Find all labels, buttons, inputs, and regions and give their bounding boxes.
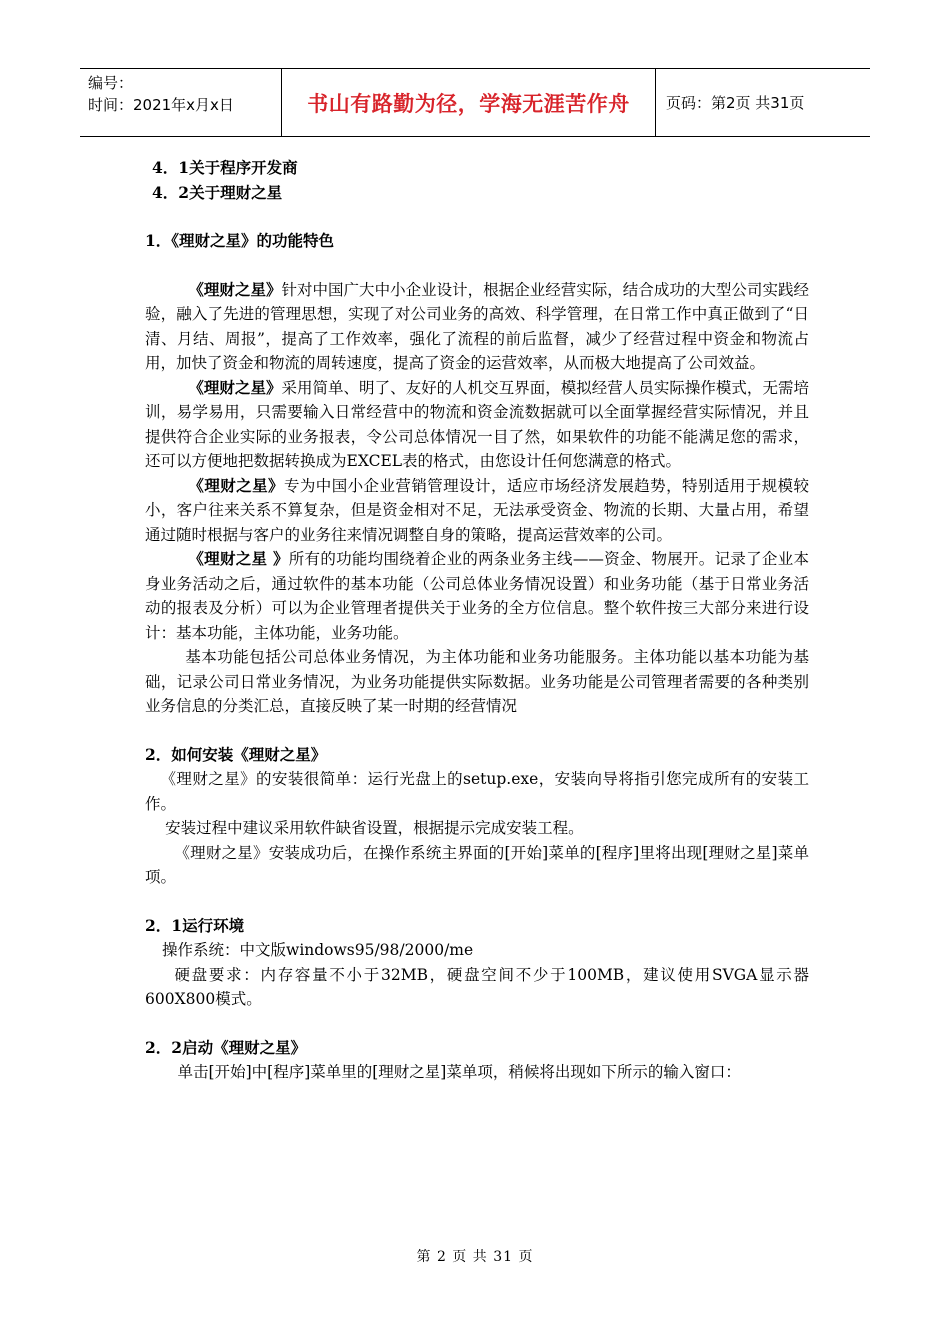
paragraph-text: 所有的功能均围绕着企业的两条业务主线——资金、物展开。记录了企业本身业务活动之后，通过软件的基本功能（公司总体业务情况设置）和业务功能（基于日常业务活动的报表及分析）可以为企业管理者提供关于业务的全方位信息。整个软件按三大部分来进行设计：基本功能，主体功能，业务功能。 (145, 550, 809, 642)
toc-item: 4．1关于程序开发商 (152, 158, 298, 177)
paragraph: 安装过程中建议采用软件缺省设置，根据提示完成安装工程。 (165, 819, 584, 837)
header-motto: 书山有路勤为径，学海无涯苦作舟 (282, 69, 656, 136)
paragraph-text: 基本功能包括公司总体业务情况，为主体功能和业务功能服务。主体功能以基本功能为基础，记录公司日常业务情况，为业务功能提供实际数据。业务功能是公司管理者需要的各种类别业务信息的分类汇总，直接反映了某一时期的经营情况 (145, 648, 809, 715)
paragraph (145, 547, 809, 645)
product-title: 《理财之星》 (188, 377, 282, 397)
section-heading: 2．如何安装《理财之星》 (145, 744, 327, 764)
paragraph (145, 645, 809, 719)
paragraph (145, 278, 809, 376)
product-title: 《理财之星》 (188, 475, 284, 495)
paragraph: 硬盘要求：内存容量不小于32MB，硬盘空间不少于100MB，建议使用SVGA显示器600X800模式。 (145, 965, 809, 1008)
product-title: 《理财之星 》 (188, 549, 289, 568)
product-title: 《理财之星》 (188, 279, 282, 299)
paragraph (145, 376, 809, 474)
header-number-label: 编号： (88, 74, 134, 92)
paragraph: 《理财之星》的安装很简单：运行光盘上的setup.exe，安装向导将指引您完成所有的安装工作。 (145, 770, 809, 813)
paragraph-text: 采用简单、明了、友好的人机交互界面，模拟经营人员实际操作模式，无需培训，易学易用，只需要输入日常经营中的物流和资金流数据就可以全面掌握经营实际情况，并且提供符合企业实际的业务报表，令公司总体情况一目了然，如果软件的功能不能满足您的需求，还可以方便地把数据转换成为EXCEL表的格式，由您设计任何您满意的格式。 (145, 378, 809, 470)
page-header (80, 68, 870, 137)
toc-item: 4．2关于理财之星 (152, 182, 283, 202)
paragraph: 操作系统：中文版windows95/98/2000/me (162, 941, 474, 959)
paragraph (145, 474, 809, 548)
paragraph-text: 专为中国小企业营销管理设计，适应市场经济发展趋势，特别适用于规模较小，客户往来关系不算复杂，但是资金相对不足，无法承受资金、物流的长期、大量占用，希望通过随时根据与客户的业务往来情况调整自身的策略，提高运营效率的公司。 (145, 476, 809, 544)
header-date: 时间：2021年x月x日 (88, 96, 234, 114)
header-meta (80, 69, 282, 136)
paragraph: 《理财之星》安装成功后，在操作系统主界面的[开始]菜单的[程序]里将出现[理财之星]菜单项。 (145, 843, 809, 886)
section-heading: 2．1运行环境 (145, 915, 245, 935)
paragraph-text: 针对中国广大中小企业设计，根据企业经营实际，结合成功的大型公司实践经验，融入了先进的管理思想，实现了对公司业务的高效、科学管理，在日常工作中真正做到了“日清、月结、周报”，提高了工作效率，强化了流程的前后监督，减少了经营过程中资金和物流占用，加快了资金和物流的周转速度，提高了资金的运营效率，从而极大地提高了公司效益。 (145, 280, 809, 372)
paragraph: 单击[开始]中[程序]菜单里的[理财之星]菜单项，稍候将出现如下所示的输入窗口： (177, 1063, 741, 1081)
document-body (145, 156, 809, 1085)
header-page-info: 页码：第2页 共31页 (666, 94, 805, 112)
page-footer: 第 2 页 共 31 页 (416, 1249, 534, 1265)
section-heading: 1．《理财之星》的功能特色 (145, 231, 335, 250)
section-heading: 2．2启动《理财之星》 (145, 1037, 307, 1057)
